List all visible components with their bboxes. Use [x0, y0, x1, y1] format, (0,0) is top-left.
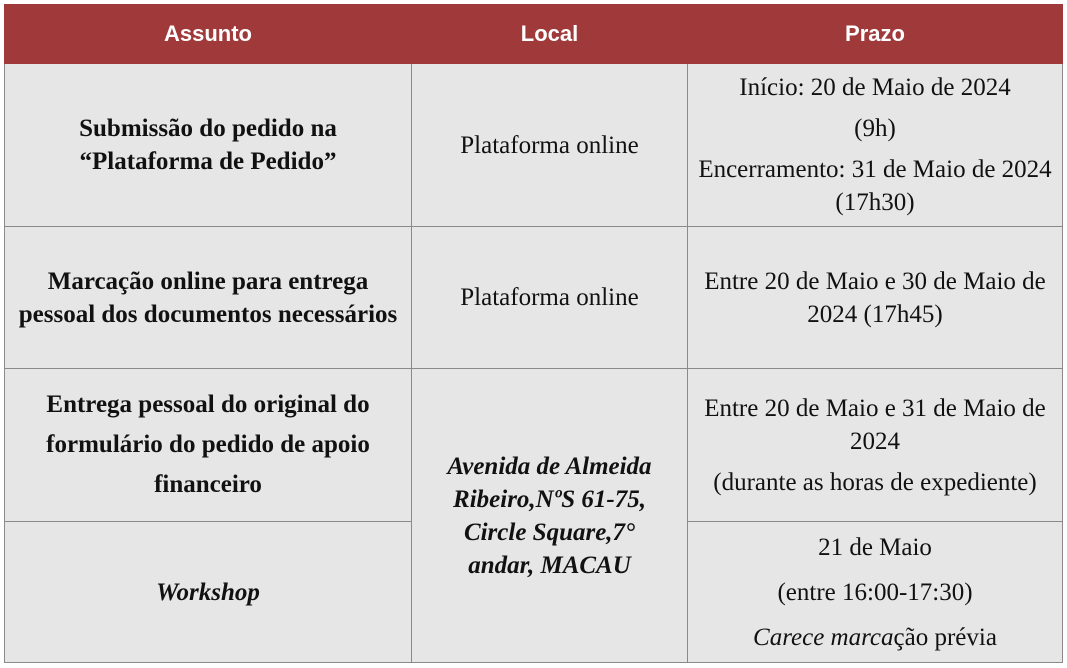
row4-prazo-time: (entre 16:00-17:30) — [777, 578, 973, 606]
row1-prazo-time: (9h) — [854, 115, 896, 142]
row3-local: Avenida de Almeida Ribeiro,NºS 61-75, Circle Square,7° andar, MACAU — [412, 369, 688, 663]
table-row — [5, 64, 1063, 227]
header-assunto: Assunto — [5, 5, 412, 64]
row2-local: Plataforma online — [412, 227, 688, 369]
table-row — [5, 227, 1063, 369]
row1-local: Plataforma online — [412, 64, 688, 227]
schedule-table — [4, 4, 1063, 663]
row4-note-mid: ção — [893, 623, 929, 651]
row1-prazo — [688, 64, 1063, 227]
row1-prazo-end: Encerramento: 31 de Maio de 2024 (17h30) — [698, 156, 1052, 216]
header-local: Local — [412, 5, 688, 64]
row4-assunto: Workshop — [5, 522, 412, 663]
row3-prazo-note: (durante as horas de expediente) — [713, 468, 1037, 496]
row4-prazo — [688, 522, 1063, 663]
row4-note-italic: Carece marca — [753, 623, 894, 651]
row4-prazo-date: 21 de Maio — [818, 533, 932, 561]
row1-assunto: Submissão do pedido na “Plataforma de Pedido” — [5, 64, 412, 227]
row3-prazo — [688, 369, 1063, 522]
row2-prazo: Entre 20 de Maio e 30 de Maio de 2024 (17h45) — [688, 227, 1063, 369]
row2-assunto: Marcação online para entrega pessoal dos documentos necessários — [5, 227, 412, 369]
table-row — [5, 369, 1063, 522]
row3-prazo-dates: Entre 20 de Maio e 31 de Maio de 2024 — [704, 394, 1046, 455]
header-row — [5, 5, 1063, 64]
row4-note-end: prévia — [928, 623, 997, 651]
row3-assunto: Entrega pessoal do original do formulário do pedido de apoio financeiro — [5, 369, 412, 522]
row1-prazo-start: Início: 20 de Maio de 2024 — [739, 74, 1011, 101]
header-prazo: Prazo — [688, 5, 1063, 64]
row4-prazo-note — [698, 621, 1052, 654]
